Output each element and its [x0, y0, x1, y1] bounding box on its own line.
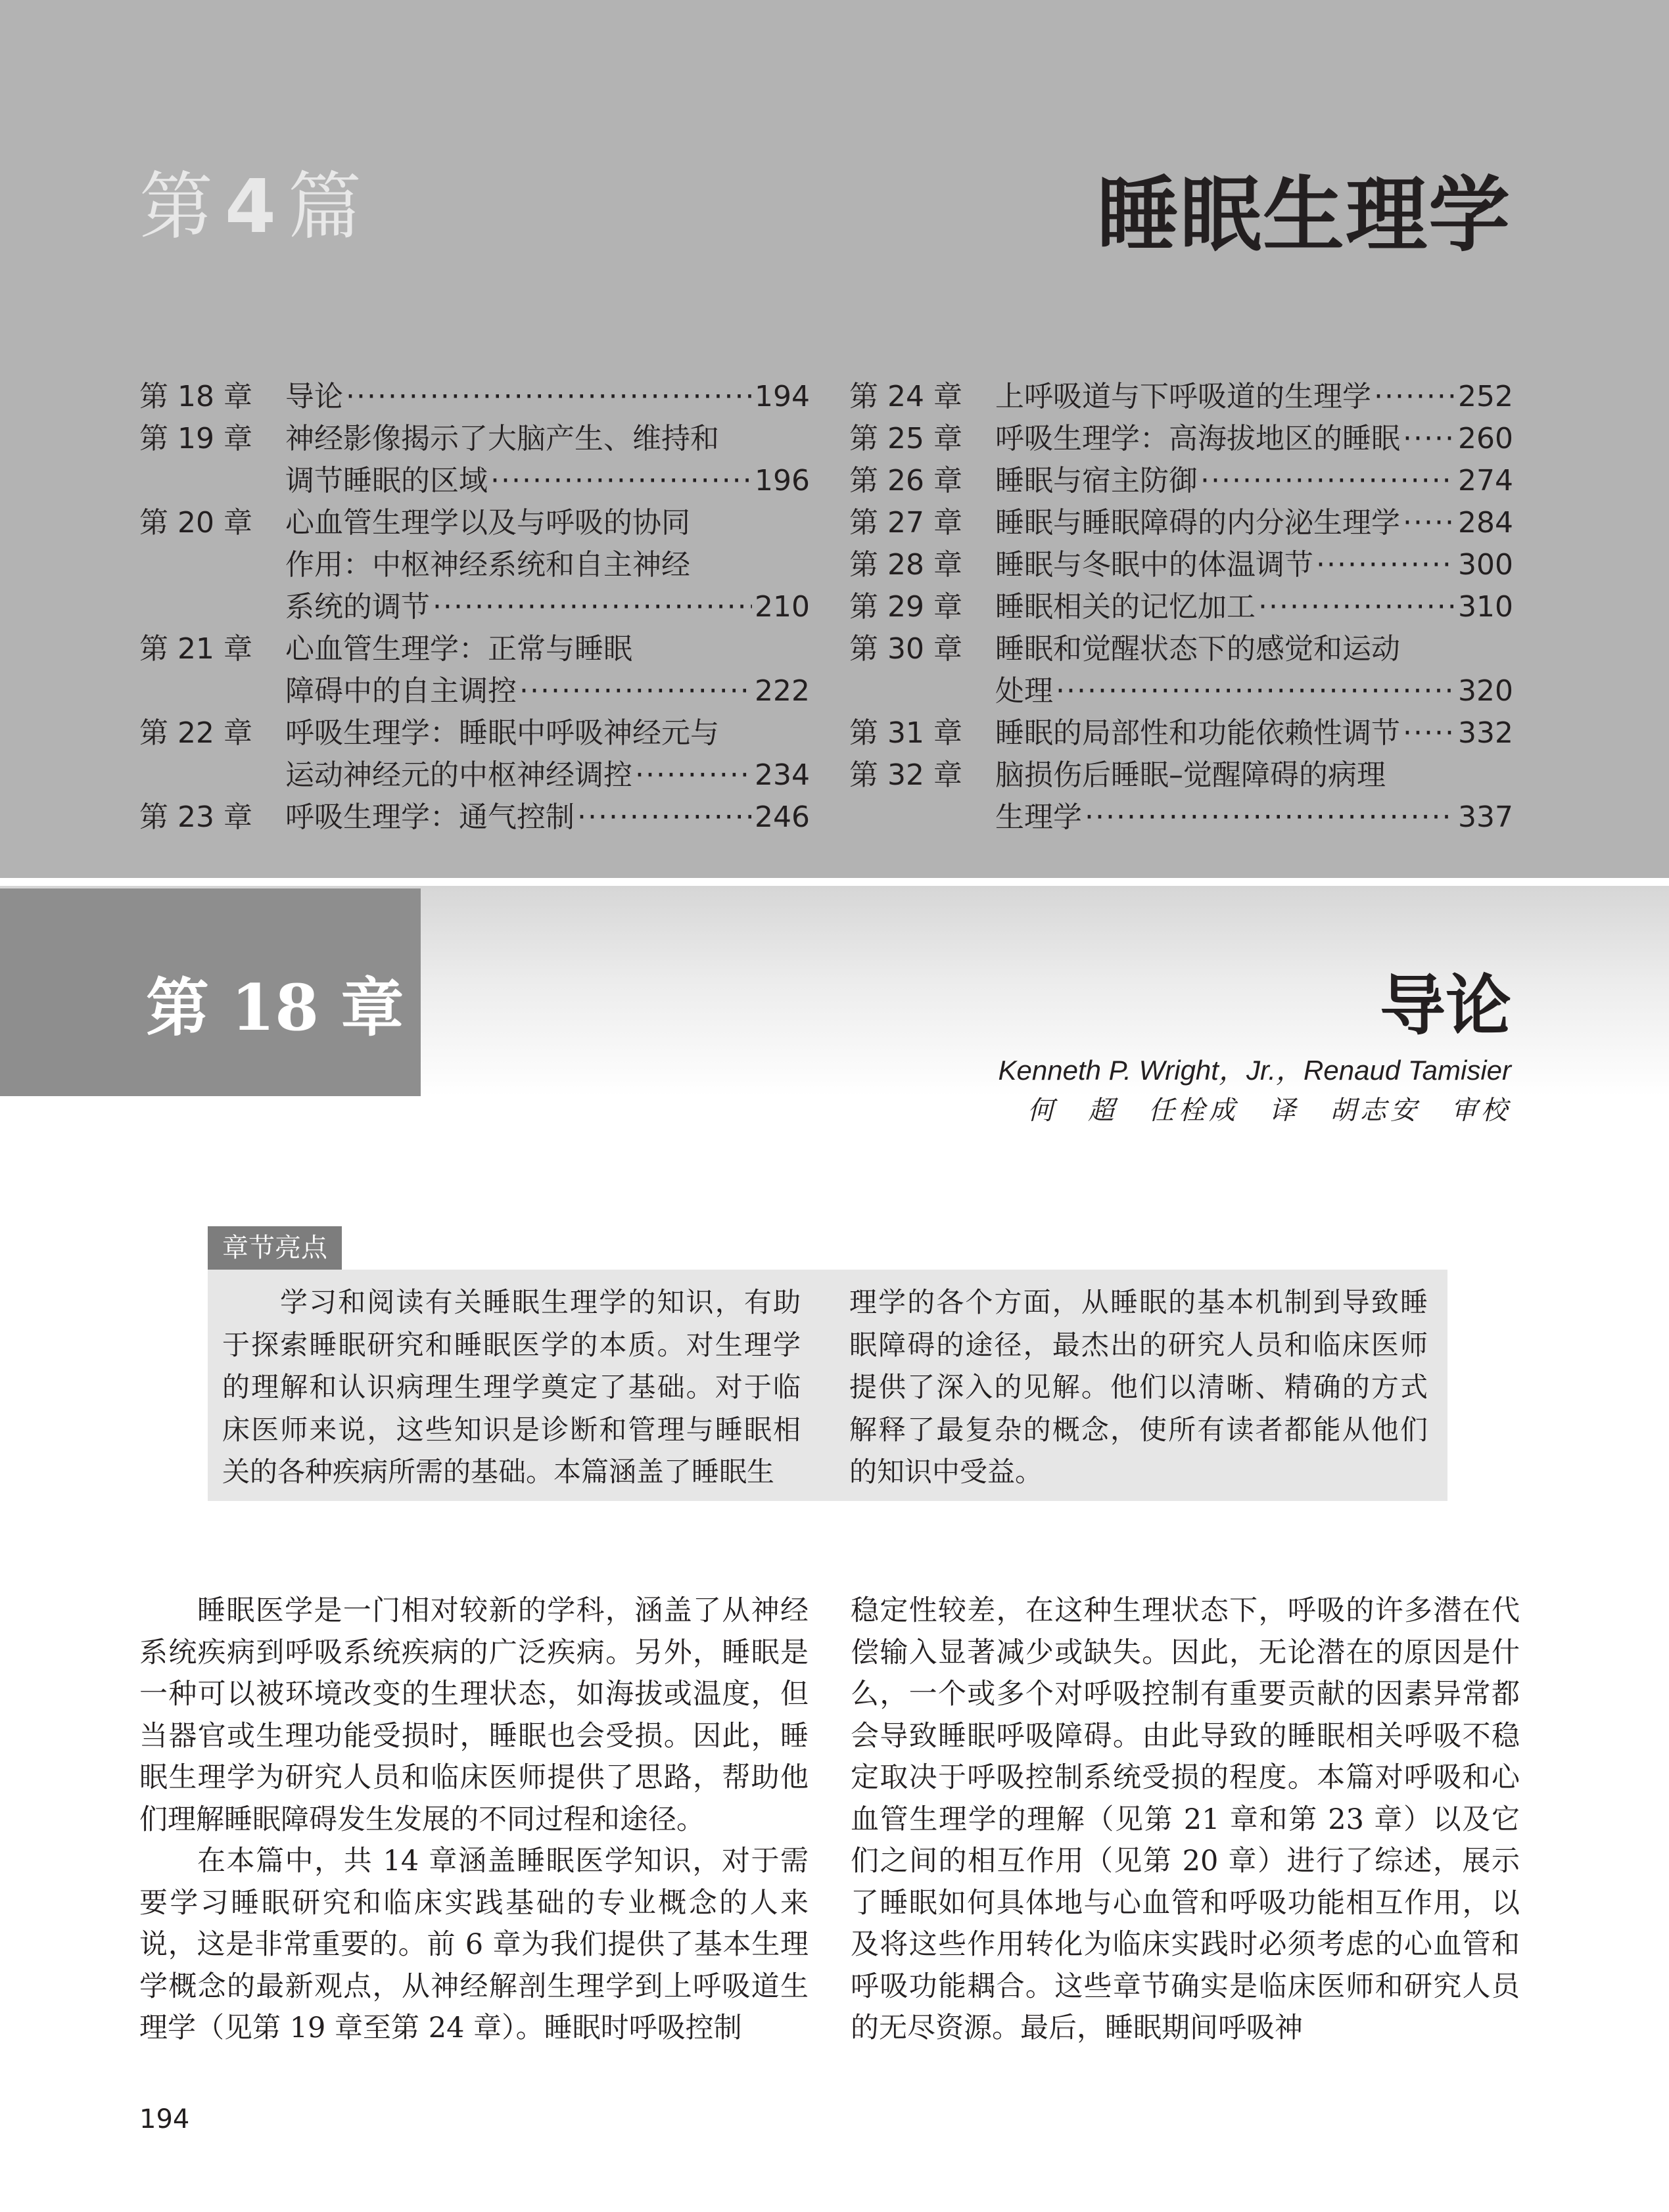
toc-title-line: [995, 418, 1513, 460]
toc-title-text: 生理学: [995, 800, 1082, 834]
toc-title-line: [285, 460, 810, 502]
toc-chapter-number: 第 20 章: [139, 506, 252, 540]
toc-title-text: 调节睡眠的区域: [285, 464, 488, 497]
toc-entry[interactable]: [849, 460, 1513, 502]
toc-leader-dots: [490, 460, 752, 502]
toc-title-line: [995, 796, 1513, 839]
toc-chapter-title: [995, 418, 1513, 460]
toc-chapter-title: [285, 796, 810, 839]
toc-entry[interactable]: [849, 376, 1513, 418]
toc-title-text: 导论: [285, 380, 343, 413]
page-number: 194: [139, 2104, 190, 2134]
toc-chapter-title: [285, 712, 810, 796]
toc-entry[interactable]: [139, 376, 810, 418]
table-of-contents-right: [849, 376, 1513, 839]
toc-chapter-title: [285, 502, 810, 628]
toc-chapter-title: [995, 628, 1513, 712]
toc-chapter-number: 第 32 章: [849, 758, 962, 792]
part-number: 第 4 篇: [139, 164, 364, 250]
chapter-title: 导论: [1380, 967, 1511, 1044]
toc-entry[interactable]: [849, 628, 1513, 712]
toc-title-line: [285, 418, 810, 460]
toc-title-line: [285, 796, 810, 839]
toc-title-text: 心血管生理学以及与呼吸的协同: [285, 506, 690, 540]
toc-leader-dots: [1316, 544, 1455, 586]
toc-page-number: 310: [1458, 590, 1513, 624]
toc-chapter-number: 第 30 章: [849, 632, 962, 666]
toc-chapter-number: 第 28 章: [849, 548, 962, 582]
body-column-left: [139, 1590, 809, 2050]
toc-page-number: 194: [755, 380, 810, 413]
toc-chapter-title: [285, 628, 810, 712]
chapter-authors: Kenneth P. Wright，Jr.，Renaud Tamisier: [998, 1055, 1511, 1086]
toc-chapter-number: 第 18 章: [139, 380, 252, 413]
toc-entry[interactable]: [849, 754, 1513, 839]
body-paragraph: 睡眠医学是一门相对较新的学科，涵盖了从神经系统疾病到呼吸系统疾病的广泛疾病。另外，睡眠是一种可以被环境改变的生理状态，如海拔或温度，但当器官或生理功能受损时，睡眠也会受损。因此，睡眠生理学为研究人员和临床医师提供了思路，帮助他们理解睡眠障碍发生发展的不同过程和途径。: [139, 1594, 809, 1836]
toc-leader-dots: [346, 376, 752, 418]
toc-title-text: 睡眠与冬眠中的体温调节: [995, 548, 1313, 582]
toc-title-text: 睡眠与宿主防御: [995, 464, 1198, 497]
toc-page-number: 210: [755, 590, 810, 624]
toc-chapter-title: [285, 418, 810, 502]
toc-page-number: 300: [1458, 548, 1513, 582]
toc-leader-dots: [1200, 460, 1455, 502]
highlights-label: 章节亮点: [208, 1226, 342, 1270]
toc-entry[interactable]: [139, 502, 810, 628]
toc-title-line: [285, 670, 810, 712]
toc-entry[interactable]: [139, 796, 810, 839]
toc-entry[interactable]: [849, 502, 1513, 544]
body-paragraph: 在本篇中，共 14 章涵盖睡眠医学知识，对于需要学习睡眠研究和临床实践基础的专业概念的人来说，这是非常重要的。前 6 章为我们提供了基本生理学概念的最新观点，从神经解剖生理学到上呼吸道生理学（见第 19 章至第 24 章）。睡眠时呼吸控制: [139, 1845, 809, 2044]
toc-page-number: 222: [755, 674, 810, 708]
toc-page-number: 234: [755, 758, 810, 792]
toc-chapter-title: [995, 754, 1513, 839]
toc-title-text: 呼吸生理学：通气控制: [285, 800, 575, 834]
toc-title-text: 睡眠与睡眠障碍的内分泌生理学: [995, 506, 1400, 540]
toc-entry[interactable]: [139, 712, 810, 796]
toc-title-text: 处理: [995, 674, 1053, 708]
toc-chapter-title: [995, 712, 1513, 754]
toc-page-number: 274: [1458, 464, 1513, 497]
toc-leader-dots: [519, 670, 752, 712]
toc-title-line: [285, 712, 810, 754]
toc-page-number: 284: [1458, 506, 1513, 540]
toc-title-line: [285, 502, 810, 544]
toc-title-text: 睡眠和觉醒状态下的感觉和运动: [995, 632, 1400, 666]
toc-leader-dots: [1258, 586, 1455, 628]
toc-chapter-title: [995, 502, 1513, 544]
toc-entry[interactable]: [849, 544, 1513, 586]
toc-title-line: [995, 754, 1513, 796]
chapter-translators: 何 超 任栓成 译 胡志安 审校: [1027, 1095, 1511, 1126]
toc-title-line: [995, 376, 1513, 418]
part-title: 睡眠生理学: [1096, 168, 1511, 263]
toc-entry[interactable]: [849, 712, 1513, 754]
toc-leader-dots: [1085, 796, 1455, 839]
toc-entry[interactable]: [139, 418, 810, 502]
toc-title-text: 作用：中枢神经系统和自主神经: [285, 548, 690, 582]
toc-title-line: [995, 670, 1513, 712]
toc-chapter-number: 第 27 章: [849, 506, 962, 540]
toc-title-text: 神经影像揭示了大脑产生、维持和: [285, 422, 719, 455]
toc-page-number: 320: [1458, 674, 1513, 708]
toc-entry[interactable]: [139, 628, 810, 712]
toc-leader-dots: [1403, 712, 1455, 754]
table-of-contents-left: [139, 376, 810, 839]
toc-title-text: 上呼吸道与下呼吸道的生理学: [995, 380, 1371, 413]
toc-chapter-title: [995, 544, 1513, 586]
toc-title-text: 心血管生理学：正常与睡眠: [285, 632, 632, 666]
toc-chapter-title: [995, 586, 1513, 628]
toc-leader-dots: [577, 796, 752, 839]
toc-leader-dots: [1056, 670, 1455, 712]
toc-title-line: [285, 376, 810, 418]
toc-title-text: 脑损伤后睡眠–觉醒障碍的病理: [995, 758, 1386, 792]
toc-title-line: [995, 502, 1513, 544]
highlights-text-col1: 学习和阅读有关睡眠生理学的知识，有助于探索睡眠研究和睡眠医学的本质。对生理学的理解和认识病理生理学奠定了基础。对于临床医师来说，这些知识是诊断和管理与睡眠相关的各种疾病所需的基础。本篇涵盖了睡眠生: [222, 1286, 801, 1488]
toc-chapter-number: 第 22 章: [139, 716, 252, 750]
toc-page-number: 196: [755, 464, 810, 497]
highlights-text-col2: 理学的各个方面，从睡眠的基本机制到导致睡眠障碍的途径，最杰出的研究人员和临床医师提供了深入的见解。他们以清晰、精确的方式解释了最复杂的概念，使所有读者都能从他们的知识中受益。: [849, 1286, 1428, 1488]
toc-chapter-number: 第 31 章: [849, 716, 962, 750]
toc-page-number: 246: [755, 800, 810, 834]
toc-leader-dots: [635, 754, 752, 796]
toc-chapter-number: 第 21 章: [139, 632, 252, 666]
toc-chapter-title: [285, 376, 810, 418]
toc-title-text: 呼吸生理学：高海拔地区的睡眠: [995, 422, 1400, 455]
toc-title-text: 系统的调节: [285, 590, 430, 624]
toc-page-number: 260: [1458, 422, 1513, 455]
toc-page-number: 332: [1458, 716, 1513, 750]
toc-title-line: [995, 544, 1513, 586]
body-column-right: [851, 1590, 1520, 2050]
part-header-block: [0, 0, 1669, 878]
toc-leader-dots: [1403, 502, 1455, 544]
body-paragraph: 稳定性较差，在这种生理状态下，呼吸的许多潜在代偿输入显著减少或缺失。因此，无论潜在的原因是什么，一个或多个对呼吸控制有重要贡献的因素异常都会导致睡眠呼吸障碍。由此导致的睡眠相关呼吸不稳定取决于呼吸控制系统受损的程度。本篇对呼吸和心血管生理学的理解（见第 21 章和第 23 章）以及它们之间的相互作用（见第 20 章）进行了综述，展示了睡眠如何具体地与心血管和呼吸功能相互作用，以及将这些作用转化为临床实践时必须考虑的心血管和呼吸功能耦合。这些章节确实是临床医师和研究人员的无尽资源。最后，睡眠期间呼吸神: [851, 1594, 1520, 2044]
toc-chapter-number: 第 19 章: [139, 422, 252, 455]
toc-title-text: 睡眠的局部性和功能依赖性调节: [995, 716, 1400, 750]
toc-leader-dots: [1374, 376, 1455, 418]
toc-title-line: [285, 544, 810, 586]
toc-page-number: 337: [1458, 800, 1513, 834]
toc-title-text: 呼吸生理学：睡眠中呼吸神经元与: [285, 716, 719, 750]
toc-entry[interactable]: [849, 586, 1513, 628]
toc-title-line: [285, 754, 810, 796]
highlights-box: [208, 1270, 1447, 1501]
toc-title-line: [995, 712, 1513, 754]
toc-page-number: 252: [1458, 380, 1513, 413]
toc-title-line: [995, 460, 1513, 502]
toc-title-text: 运动神经元的中枢神经调控: [285, 758, 632, 792]
toc-title-line: [285, 586, 810, 628]
toc-chapter-number: 第 29 章: [849, 590, 962, 624]
toc-chapter-number: 第 25 章: [849, 422, 962, 455]
toc-title-line: [995, 628, 1513, 670]
toc-title-line: [285, 628, 810, 670]
toc-title-text: 障碍中的自主调控: [285, 674, 517, 708]
toc-chapter-number: 第 24 章: [849, 380, 962, 413]
toc-leader-dots: [433, 586, 752, 628]
toc-title-text: 睡眠相关的记忆加工: [995, 590, 1256, 624]
toc-chapter-title: [995, 376, 1513, 418]
chapter-number: 第 18 章: [146, 971, 404, 1045]
toc-leader-dots: [1403, 418, 1455, 460]
toc-chapter-number: 第 26 章: [849, 464, 962, 497]
toc-entry[interactable]: [849, 418, 1513, 460]
toc-title-line: [995, 586, 1513, 628]
toc-chapter-title: [995, 460, 1513, 502]
toc-chapter-number: 第 23 章: [139, 800, 252, 834]
